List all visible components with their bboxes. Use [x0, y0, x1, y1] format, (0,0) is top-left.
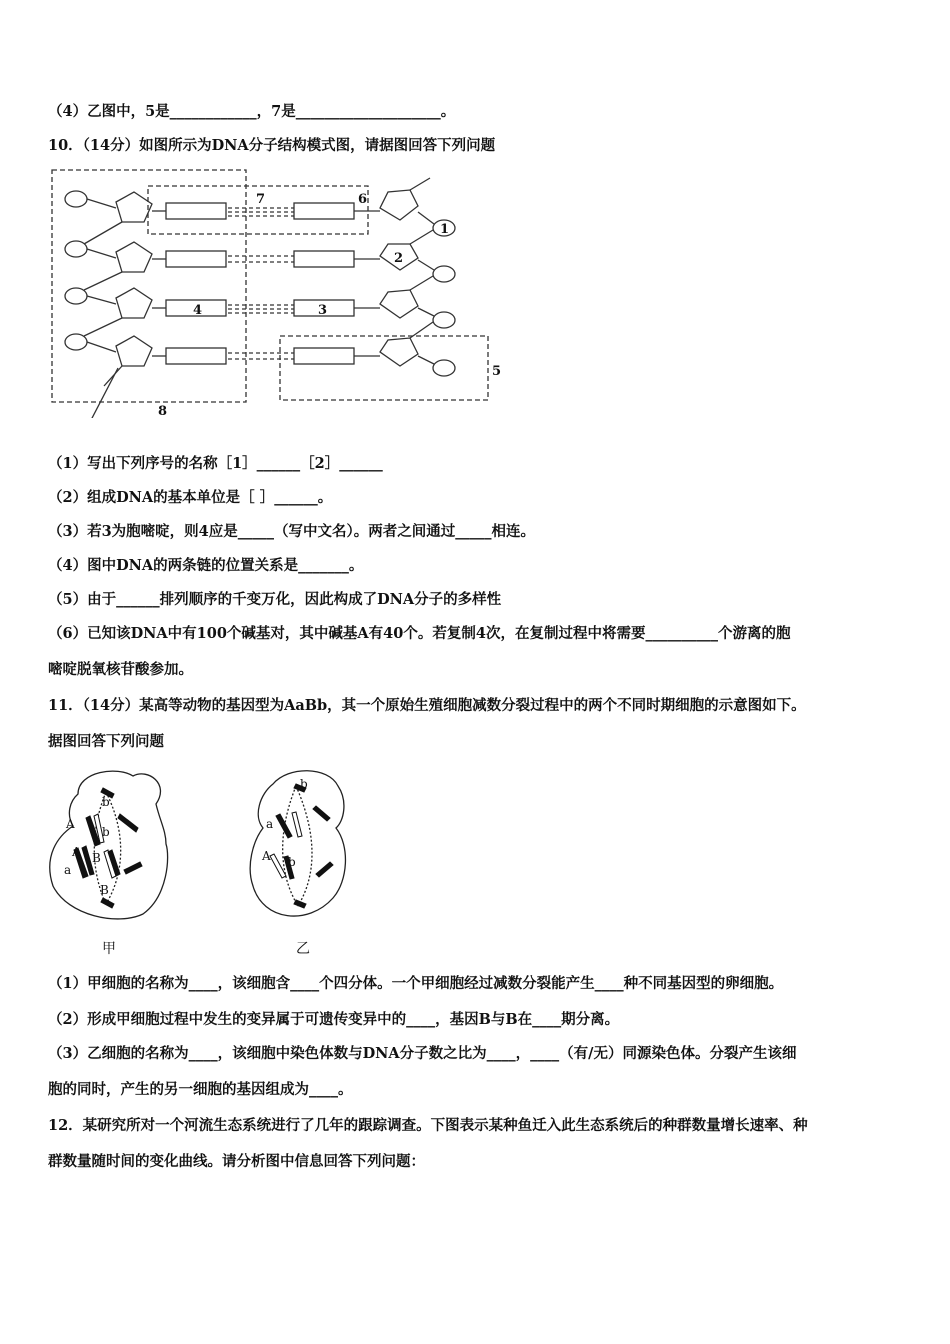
- label-b-yi-1: b: [300, 777, 308, 791]
- label-1: 1: [440, 222, 450, 237]
- q9-part4: （4）乙图中，5是____________，7是____________________。: [48, 103, 456, 120]
- label-A-yi: A: [262, 849, 271, 863]
- dna-structure-diagram: [48, 168, 518, 418]
- q10-item-2: （2）组成DNA的基本单位是［ ］______。: [48, 489, 333, 506]
- right-phosphate-2: [433, 266, 455, 282]
- q10-item-5: （5）由于______排列顺序的千变万化，因此构成了DNA分子的多样性: [48, 591, 502, 608]
- label-8: 8: [158, 404, 168, 418]
- q12-line-1: 12．某研究所对一个河流生态系统进行了几年的跟踪调查。下图表示某种鱼迁入此生态系统后的种群数量增长速率、种: [48, 1117, 808, 1134]
- label-a-jia: a: [64, 863, 72, 877]
- left-base-5: [166, 348, 226, 364]
- right-sugar-3: [380, 290, 418, 318]
- label-4: 4: [193, 303, 203, 318]
- right-base-1: [294, 203, 354, 219]
- right-base-2: [294, 251, 354, 267]
- caption-yi: 乙: [296, 941, 310, 957]
- left-phosphate-2: [65, 241, 87, 257]
- label-a-yi: a: [266, 817, 274, 831]
- cell-diagrams: [48, 766, 368, 966]
- right-phosphate-4: [433, 360, 455, 376]
- q11-stem-1: 11．（14分）某高等动物的基因型为AaBb，其一个原始生殖细胞减数分裂过程中的两个不同时期细胞的示意图如下。: [48, 697, 806, 714]
- left-sugar-4: [116, 336, 152, 366]
- label-A-jia-2: A: [72, 845, 81, 859]
- q12-line-2: 群数量随时间的变化曲线。请分析图中信息回答下列问题：: [48, 1153, 425, 1170]
- label-7: 7: [256, 192, 266, 207]
- right-sugar-1: [380, 190, 418, 220]
- left-sugar-3: [116, 288, 152, 318]
- q10-item-4: （4）图中DNA的两条链的位置关系是_______。: [48, 557, 364, 574]
- left-base-2: [166, 251, 226, 267]
- q10-item-6-cont: 嘧啶脱氧核苷酸参加。: [48, 661, 193, 678]
- q11-stem-2: 据图回答下列问题: [48, 733, 164, 750]
- dashed-box-8: [52, 170, 246, 402]
- left-base-1: [166, 203, 226, 219]
- left-phosphate-4: [65, 334, 87, 350]
- caption-jia: 甲: [102, 941, 116, 957]
- right-phosphate-3: [433, 312, 455, 328]
- left-sugar-1: [116, 192, 152, 222]
- q11-item-3-cont: 胞的同时，产生的另一细胞的基因组成为____。: [48, 1081, 353, 1098]
- q11-item-3: （3）乙细胞的名称为____，该细胞中染色体数与DNA分子数之比为____，____（有/无）同源染色体。分裂产生该细: [48, 1045, 797, 1062]
- left-sugar-2: [116, 242, 152, 272]
- label-B-jia-1: B: [92, 851, 101, 865]
- q11-item-2: （2）形成甲细胞过程中发生的变异属于可遗传变异中的____，基因B与B在____期分离。: [48, 1011, 620, 1028]
- label-5: 5: [492, 364, 502, 379]
- q10-stem: 10．（14分）如图所示为DNA分子结构模式图，请据图回答下列问题: [48, 137, 496, 154]
- label-2: 2: [394, 251, 404, 266]
- q10-item-3: （3）若3为胞嘧啶，则4应是_____（写中文名）。两者之间通过_____相连。: [48, 523, 536, 540]
- cell-yi-outline: [250, 771, 345, 916]
- label-3: 3: [318, 303, 328, 318]
- label-b-jia-1: b: [102, 795, 110, 809]
- label-B-jia-2: B: [100, 883, 109, 897]
- label-6: 6: [358, 192, 368, 207]
- label-b-yi-2: b: [288, 855, 296, 869]
- label-A-jia-1: A: [66, 817, 75, 831]
- left-phosphate-3: [65, 288, 87, 304]
- right-base-4: [294, 348, 354, 364]
- q10-item-6: （6）已知该DNA中有100个碱基对，其中碱基A有40个。若复制4次，在复制过程中将需要__________个游离的胞: [48, 625, 791, 642]
- q11-item-1: （1）甲细胞的名称为____，该细胞含____个四分体。一个甲细胞经过减数分裂能产生____种不同基因型的卵细胞。: [48, 975, 784, 992]
- label-b-jia-2: b: [102, 825, 110, 839]
- q10-item-1: （1）写出下列序号的名称［1］______［2］______: [48, 455, 383, 472]
- right-sugar-4: [380, 338, 418, 366]
- left-phosphate-1: [65, 191, 87, 207]
